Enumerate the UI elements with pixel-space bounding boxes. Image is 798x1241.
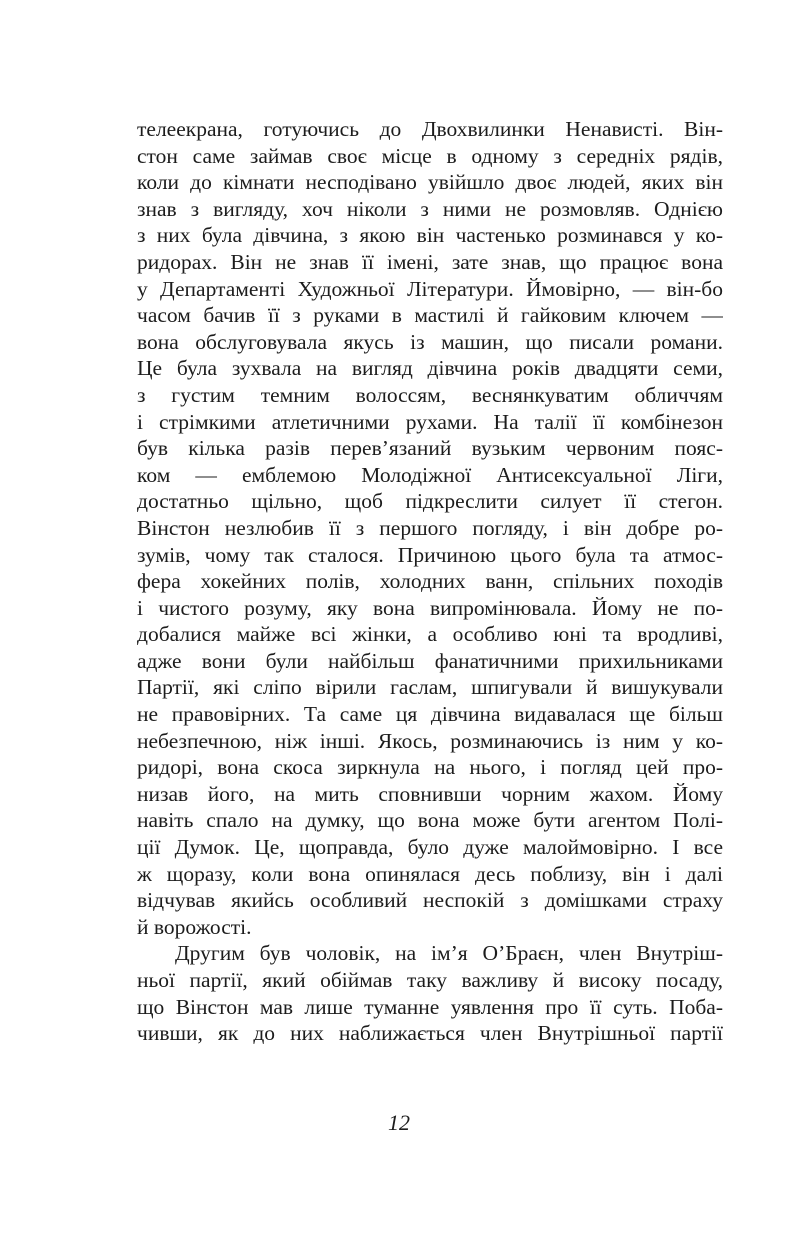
text-line: вона обслуговувала якусь із машин, що писали романи.: [137, 329, 723, 354]
text-line: телеекрана, готуючись до Двохвилинки Ненависті. Він-: [137, 117, 723, 141]
text-line: адже вони були найбільш фанатичними прихильниками: [137, 648, 723, 673]
text-line: Це була зухвала на вигляд дівчина років двадцяти семи,: [137, 356, 723, 381]
text-line: з них була дівчина, з якою він частенько розминався у ко-: [137, 223, 723, 248]
paragraph-2: [137, 940, 723, 1046]
page-number: 12: [388, 1110, 410, 1135]
text-line: ридорах. Він не знав її імені, зате знав, що працює вона: [137, 249, 723, 274]
text-line: що Вінстон мав лише туманне уявлення про її суть. Поба-: [137, 994, 723, 1019]
text-line: ридорі, вона скоса зиркнула на нього, і погляд цей про-: [137, 755, 723, 780]
text-line: чивши, як до них наближається член Внутрішньої партії: [137, 1021, 723, 1046]
text-line: часом бачив її з руками в мастилі й гайковим ключем —: [137, 303, 723, 328]
text-line: зумів, чому так сталося. Причиною цього була та атмос-: [137, 542, 723, 567]
text-line: фера хокейних полів, холодних ванн, спільних походів: [137, 569, 723, 594]
text-line: Другим був чоловік, на ім’я О’Браєн, член Внутріш-: [175, 941, 723, 966]
text-line: ком — емблемою Молодіжної Антисексуальної Ліги,: [137, 462, 723, 487]
text-line: у Департаменті Художньої Літератури. Ймовірно, — він-бо: [137, 276, 723, 301]
text-line: коли до кімнати несподівано увійшло двоє людей, яких він: [137, 170, 723, 195]
text-line: був кілька разів перев’язаний вузьким червоним пояс-: [137, 436, 723, 461]
text-line: стон саме займав своє місце в одному з середніх рядів,: [137, 143, 723, 168]
text-line: ньої партії, який обіймав таку важливу й високу посаду,: [137, 968, 723, 992]
paragraph-1: [137, 116, 723, 940]
text-line: ж щоразу, коли вона опинялася десь поблизу, він і далі: [137, 861, 723, 886]
text-line: знав з вигляду, хоч ніколи з ними не розмовляв. Однією: [137, 196, 723, 221]
text-line: небезпечною, ніж інші. Якось, розминаючись із ним у ко-: [137, 728, 723, 753]
text-line: добалися майже всі жінки, а особливо юні та вродливі,: [137, 622, 723, 647]
text-line: ції Думок. Це, щоправда, було дуже малоймовірно. І все: [137, 835, 723, 860]
text-line: низав його, на мить сповнивши чорним жахом. Йому: [137, 781, 723, 806]
text-line: достатньо щільно, щоб підкреслити силует її стегон.: [137, 489, 723, 514]
text-line: Вінстон незлюбив її з першого погляду, і він добре ро-: [137, 515, 723, 540]
text-line: не правовірних. Та саме ця дівчина видавалася ще більш: [137, 702, 723, 727]
body-text: [137, 116, 723, 1047]
text-line: Партії, які сліпо вірили гаслам, шпигували й вишукували: [137, 675, 723, 700]
text-line: навіть спало на думку, що вона може бути агентом Полі-: [137, 808, 723, 833]
text-line: і стрімкими атлетичними рухами. На талії її комбінезон: [137, 409, 723, 434]
text-line: з густим темним волоссям, веснянкуватим обличчям: [137, 382, 723, 407]
text-line: й ворожості.: [137, 914, 252, 939]
text-line: і чистого розуму, яку вона випромінювала. Йому не по-: [137, 595, 723, 620]
text-line: відчував якийсь особливий неспокій з домішками страху: [137, 888, 723, 913]
